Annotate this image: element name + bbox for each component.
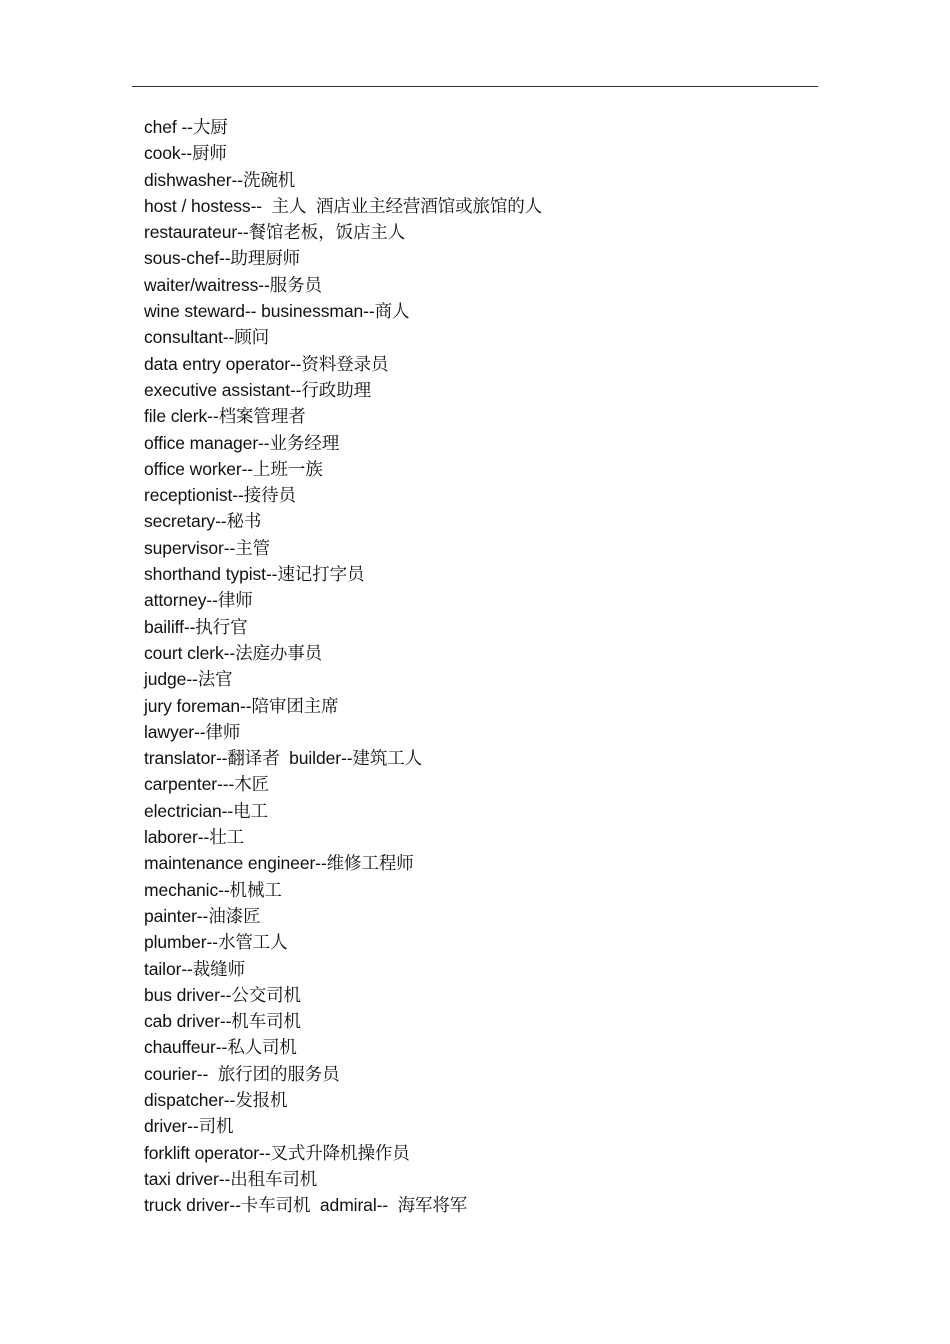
text-line: file clerk--档案管理者: [144, 406, 306, 427]
text-line: host / hostess-- 主人 酒店业主经营酒馆或旅馆的人: [144, 195, 543, 216]
text-line: electrician--电工: [144, 800, 268, 821]
text-line: maintenance engineer--维修工程师: [144, 853, 414, 874]
text-line: bus driver--公交司机: [144, 984, 301, 1005]
text-line: executive assistant--行政助理: [144, 379, 372, 400]
text-line: jury foreman--陪审团主席: [144, 695, 339, 716]
text-line: sous-chef--助理厨师: [144, 248, 301, 269]
text-line: courier-- 旅行团的服务员: [144, 1063, 340, 1084]
text-line: driver--司机: [144, 1116, 234, 1137]
text-line: plumber--水管工人: [144, 932, 288, 953]
text-line: forklift operator--叉式升降机操作员: [144, 1142, 410, 1163]
text-line: waiter/waitress--服务员: [144, 274, 322, 295]
text-line: painter--油漆匠: [144, 905, 261, 926]
text-line: office worker--上班一族: [144, 458, 323, 479]
text-line: secretary--秘书: [144, 511, 262, 532]
text-line: tailor--裁缝师: [144, 958, 245, 979]
text-line: truck driver--卡车司机 admiral-- 海军将军: [144, 1195, 468, 1216]
text-line: court clerk--法庭办事员: [144, 642, 323, 663]
text-line: receptionist--接待员: [144, 485, 296, 506]
text-line: office manager--业务经理: [144, 432, 340, 453]
text-line: lawyer--律师: [144, 721, 241, 742]
header-rule: [132, 86, 818, 87]
text-line: bailiff--执行官: [144, 616, 248, 637]
text-line: cab driver--机车司机: [144, 1011, 301, 1032]
text-line: laborer--壮工: [144, 827, 245, 848]
text-line: wine steward-- businessman--商人: [144, 301, 410, 322]
text-line: restaurateur--餐馆老板，饭店主人: [144, 222, 406, 243]
text-line: judge--法官: [144, 669, 233, 690]
text-line: translator--翻译者 builder--建筑工人: [144, 748, 423, 769]
text-line: carpenter---木匠: [144, 774, 270, 795]
text-line: cook--厨师: [144, 143, 227, 164]
text-line: chauffeur--私人司机: [144, 1037, 297, 1058]
text-line: chef --大厨: [144, 117, 228, 137]
text-line: attorney--律师: [144, 590, 253, 611]
text-line: dishwasher--洗碗机: [144, 169, 296, 190]
text-line: mechanic--机械工: [144, 879, 282, 900]
text-line: supervisor--主管: [144, 537, 270, 558]
text-line: dispatcher--发报机: [144, 1089, 288, 1110]
text-line: shorthand typist--速记打字员: [144, 564, 365, 585]
text-line: taxi driver--出租车司机: [144, 1168, 318, 1189]
text-line: data entry operator--资料登录员: [144, 353, 389, 374]
document-body: [144, 114, 824, 1218]
text-line: consultant--顾问: [144, 327, 270, 348]
